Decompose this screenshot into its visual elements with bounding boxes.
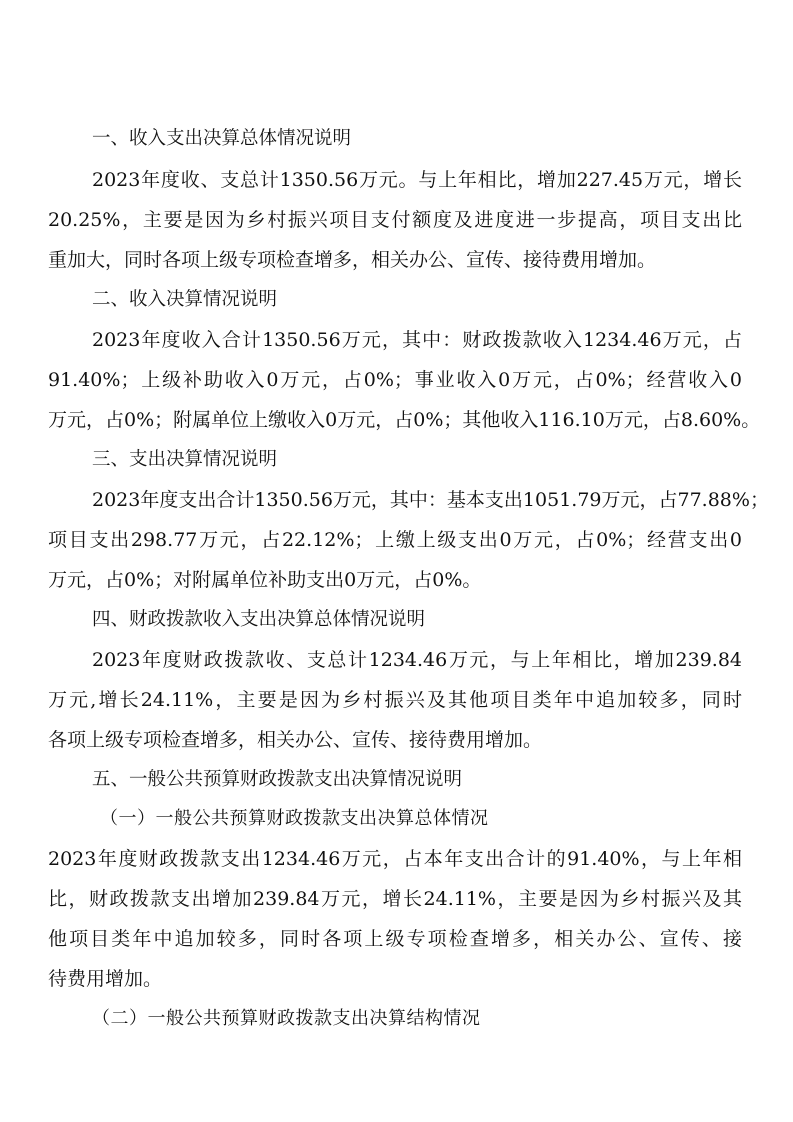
section-heading-2: 二、收入决算情况说明	[92, 289, 278, 310]
section-heading-5: 五、一般公共预算财政拨款支出决算情况说明	[92, 769, 463, 790]
paragraph-line: 2023年度支出合计1350.56万元，其中：基本支出1051.79万元，占77.88%；	[92, 489, 769, 511]
paragraph-line: 万元，占0%；对附属单位补助支出0万元，占0%。	[48, 569, 482, 591]
paragraph-line: 重加大，同时各项上级专项检查增多，相关办公、宣传、接待费用增加。	[48, 249, 657, 271]
paragraph-line: 20.25%，主要是因为乡村振兴项目支付额度及进度进一步提高，项目支出比	[48, 209, 742, 231]
subsection-heading-1: （一）一般公共预算财政拨款支出决算总体情况	[100, 808, 489, 829]
section-heading-1: 一、收入支出决算总体情况说明	[92, 128, 352, 149]
paragraph-line: 他项目类年中追加较多，同时各项上级专项检查增多，相关办公、宣传、接	[48, 928, 742, 950]
paragraph-line: 万元,增长24.11%，主要是因为乡村振兴及其他项目类年中追加较多，同时	[48, 689, 742, 711]
paragraph-line: 项目支出298.77万元，占22.12%；上缴上级支出0万元，占0%；经营支出0	[48, 529, 742, 551]
paragraph-line: 2023年度收入合计1350.56万元，其中：财政拨款收入1234.46万元，占	[92, 329, 742, 351]
subsection-heading-2: （二）一般公共预算财政拨款支出决算结构情况	[92, 1008, 481, 1029]
paragraph-line: 比，财政拨款支出增加239.84万元，增长24.11%，主要是因为乡村振兴及其	[48, 888, 742, 910]
paragraph-line: 各项上级专项检查增多，相关办公、宣传、接待费用增加。	[48, 729, 543, 751]
paragraph-line: 万元，占0%；附属单位上缴收入0万元，占0%；其他收入116.10万元，占8.60%。	[48, 409, 761, 431]
paragraph-line: 91.40%；上级补助收入0万元，占0%；事业收入0万元，占0%；经营收入0	[48, 369, 742, 391]
paragraph-line: 2023年度财政拨款支出1234.46万元，占本年支出合计的91.40%，与上年相	[48, 848, 742, 870]
paragraph-line: 2023年度财政拨款收、支总计1234.46万元，与上年相比，增加239.84	[92, 649, 742, 671]
section-heading-4: 四、财政拨款收入支出决算总体情况说明	[92, 609, 426, 630]
paragraph-line: 2023年度收、支总计1350.56万元。与上年相比，增加227.45万元，增长	[92, 169, 742, 191]
paragraph-line: 待费用增加。	[48, 968, 163, 990]
section-heading-3: 三、支出决算情况说明	[92, 449, 278, 470]
